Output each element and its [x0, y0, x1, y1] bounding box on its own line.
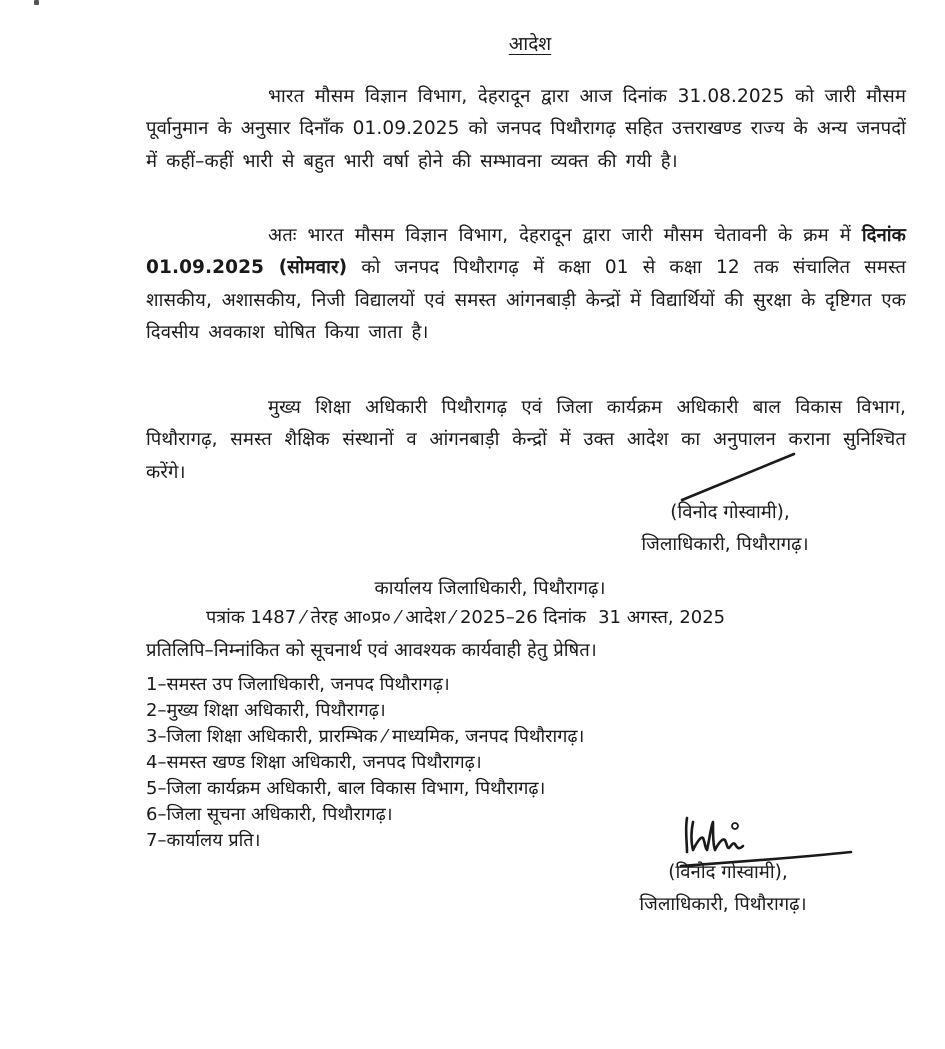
paragraph-holiday-declaration	[146, 220, 906, 350]
paragraph-text: अतः भारत मौसम विज्ञान विभाग, देहरादून द्वारा जारी मौसम चेतावनी के क्रम में	[268, 224, 862, 246]
signatory-name: (विनोद गोस्वामी),	[670, 502, 790, 523]
paragraph-text: को जनपद पिथौरागढ़ में कक्षा 01 से कक्षा 12 तक संचालित समस्त शासकीय, अशासकीय, निजी विद्यालयों एवं समस्त आंगनबाड़ी केन्द्रों में विद्यार्थियों की सुरक्षा के दृष्टिगत एक दिवसीय अवकाश घोषित किया जाता है।	[146, 257, 906, 343]
scan-mark	[34, 0, 39, 5]
list-item: 4–समस्त खण्ड शिक्षा अधिकारी, जनपद पिथौरागढ़।	[146, 752, 482, 773]
signatory-designation: जिलाधिकारी, पिथौरागढ़।	[641, 534, 809, 555]
list-item: 6–जिला सूचना अधिकारी, पिथौरागढ़।	[146, 804, 393, 825]
order-heading: आदेश	[508, 33, 552, 55]
highlighted-date: दिनांक 01.09.2025 (सोमवार)	[146, 224, 906, 278]
signatory-block-1	[605, 497, 845, 561]
office-line: कार्यालय जिलाधिकारी, पिथौरागढ़।	[374, 578, 606, 599]
signatory-block-2	[593, 857, 853, 921]
reference-date: 31 अगस्त, 2025	[598, 607, 726, 628]
reference-number: पत्रांक 1487 ⁄ तेरह आ०प्र० ⁄ आदेश ⁄ 2025–26 दिनांक	[206, 607, 587, 628]
copy-intro: प्रतिलिपि–निम्नांकित को सूचनार्थ एवं आवश्यक कार्यवाही हेतु प्रेषित।	[146, 640, 597, 661]
copy-recipient-list	[146, 672, 584, 854]
list-item: 3–जिला शिक्षा अधिकारी, प्रारम्भिक ⁄ माध्यमिक, जनपद पिथौरागढ़।	[146, 726, 585, 747]
list-item: 7–कार्यालय प्रति।	[146, 830, 261, 851]
list-item: 5–जिला कार्यक्रम अधिकारी, बाल विकास विभाग, पिथौरागढ़।	[146, 778, 546, 799]
signatory-designation: जिलाधिकारी, पिथौरागढ़।	[639, 894, 807, 915]
list-item: 2–मुख्य शिक्षा अधिकारी, पिथौरागढ़।	[146, 700, 386, 721]
list-item: 1–समस्त उप जिलाधिकारी, जनपद पिथौरागढ़।	[146, 674, 450, 695]
paragraph-weather-forecast: भारत मौसम विज्ञान विभाग, देहरादून द्वारा आज दिनांक 31.08.2025 को जारी मौसम पूर्वानुमान के अनुसार दिनाँक 01.09.2025 को जनपद पिथौरागढ़ सहित उत्तराखण्ड राज्य के अन्य जनपदों में कहीं–कहीं भारी से बहुत भारी वर्षा होने की सम्भावना व्यक्त की गयी है।	[146, 85, 906, 172]
signatory-name: (विनोद गोस्वामी),	[668, 862, 788, 883]
reference-line	[206, 605, 725, 629]
paragraph-compliance: मुख्य शिक्षा अधिकारी पिथौरागढ़ एवं जिला कार्यक्रम अधिकारी बाल विकास विभाग, पिथौरागढ़, समस्त शैक्षिक संस्थानों व आंगनबाड़ी केन्द्रों में उक्त आदेश का अनुपालन कराना सुनिश्चित करेंगे।	[146, 396, 906, 483]
